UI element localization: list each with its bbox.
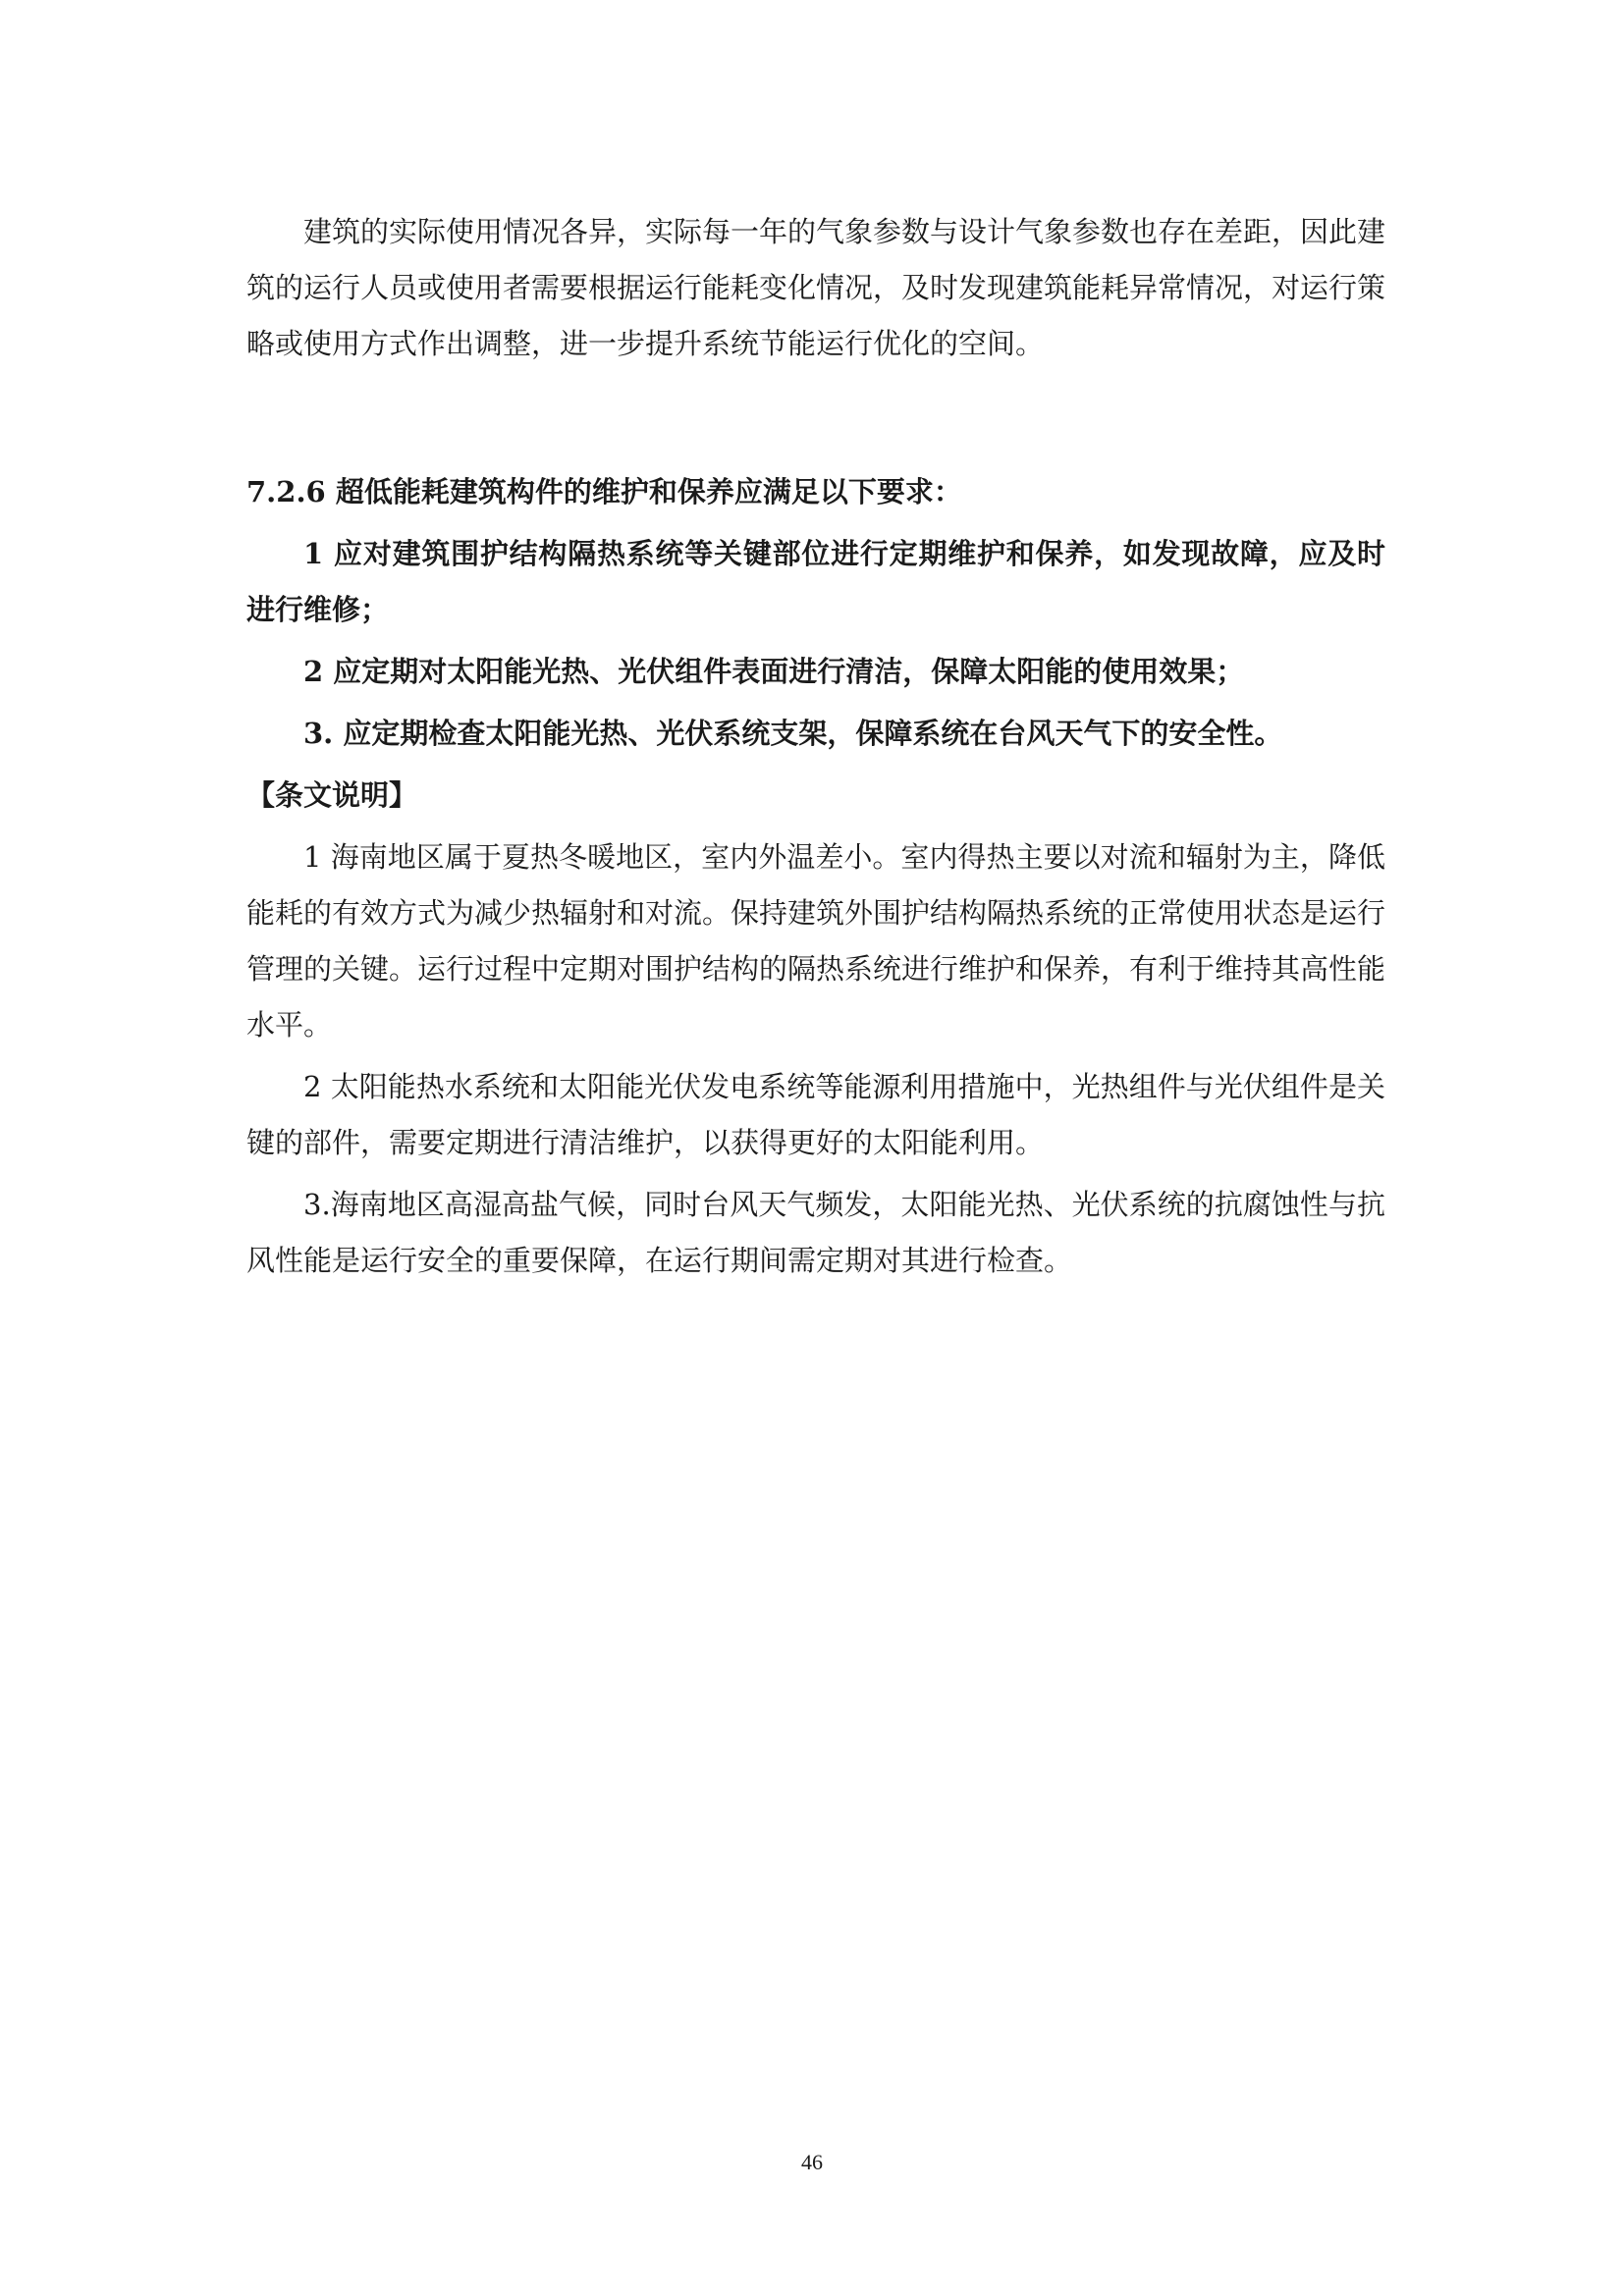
explanation-item-1: 1 海南地区属于夏热冬暖地区，室内外温差小。室内得热主要以对流和辐射为主，降低能耗的有效方式为减少热辐射和对流。保持建筑外围护结构隔热系统的正常使用状态是运行管理的关键。运行过程中定期对围护结构的隔热系统进行维护和保养，有利于维持其高性能水平。	[246, 840, 1386, 1041]
requirement-item-1: 1 应对建筑围护结构隔热系统等关键部位进行定期维护和保养，如发现故障，应及时进行维修；	[246, 537, 1385, 626]
explanation-item-3: 3.海南地区高湿高盐气候，同时台风天气频发，太阳能光热、光伏系统的抗腐蚀性与抗风性能是运行安全的重要保障，在运行期间需定期对其进行检查。	[246, 1188, 1385, 1277]
explanation-heading: 【条文说明】	[246, 778, 418, 812]
page-number: 46	[801, 2150, 823, 2174]
requirement-item-2: 2 应定期对太阳能光热、光伏组件表面进行清洁，保障太阳能的使用效果；	[303, 655, 1245, 688]
page-content	[246, 204, 1385, 1289]
clause-heading: 7.2.6 超低能耗建筑构件的维护和保养应满足以下要求：	[246, 475, 962, 508]
explanation-item-2: 2 太阳能热水系统和太阳能光伏发电系统等能源利用措施中，光热组件与光伏组件是关键的部件，需要定期进行清洁维护，以获得更好的太阳能利用。	[246, 1070, 1385, 1159]
requirement-item-3: 3. 应定期检查太阳能光热、光伏系统支架，保障系统在台风天气下的安全性。	[303, 717, 1283, 750]
intro-paragraph: 建筑的实际使用情况各异，实际每一年的气象参数与设计气象参数也存在差距，因此建筑的运行人员或使用者需要根据运行能耗变化情况，及时发现建筑能耗异常情况，对运行策略或使用方式作出调整，进一步提升系统节能运行优化的空间。	[246, 215, 1386, 360]
